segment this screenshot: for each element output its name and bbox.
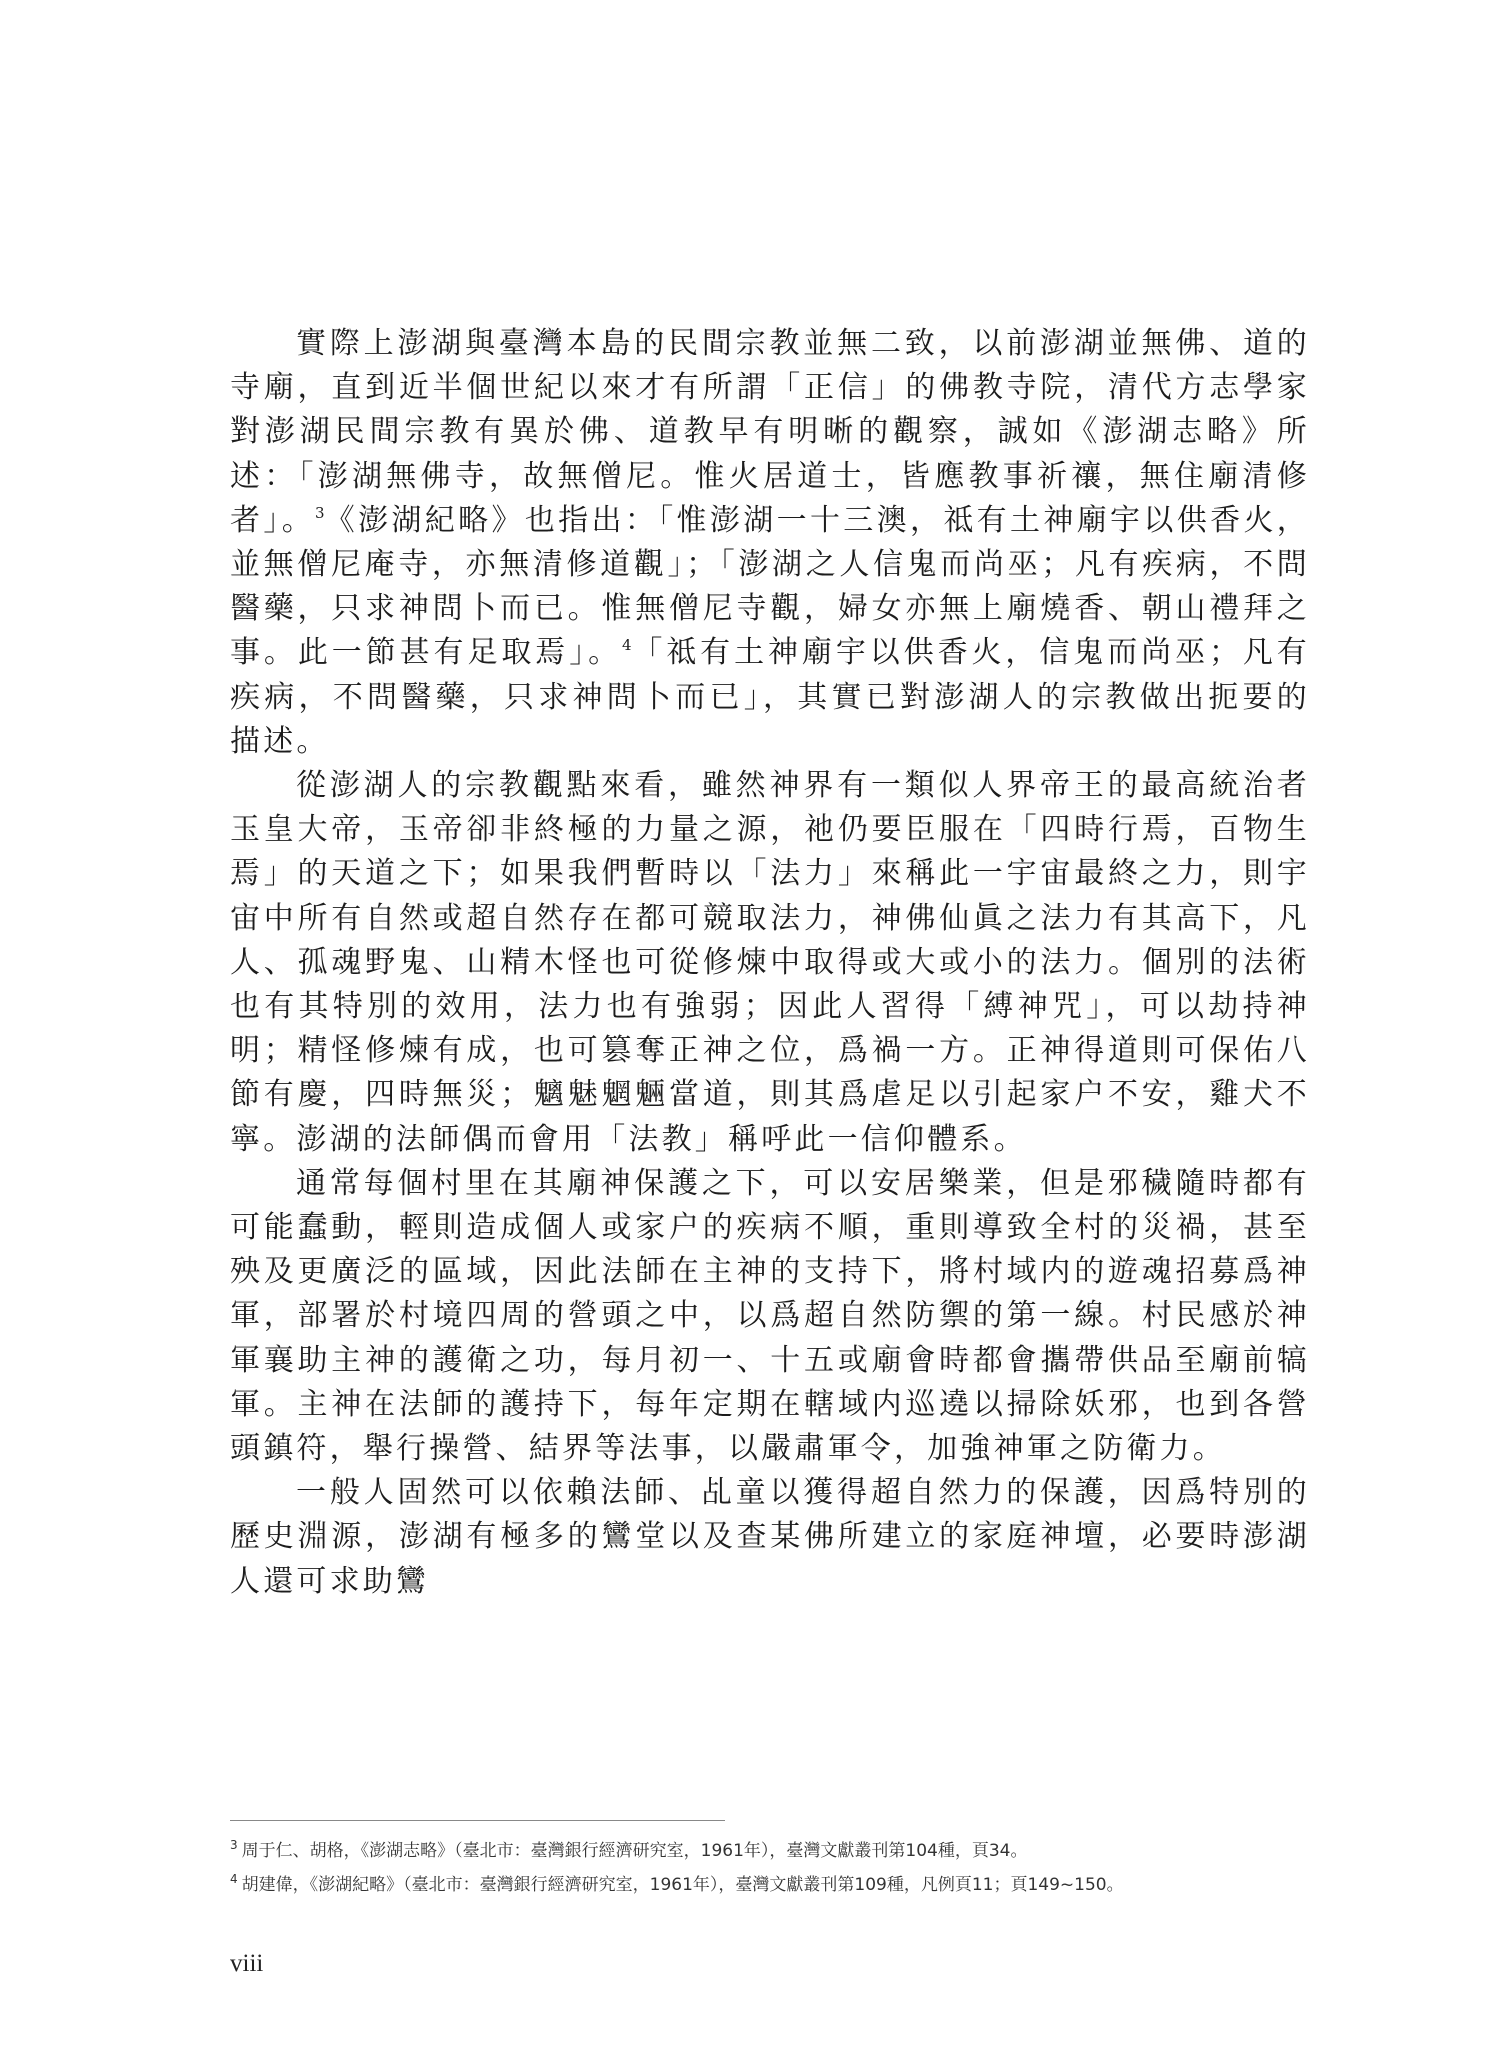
body-paragraph — [230, 764, 1310, 1162]
body-text — [230, 322, 1310, 1604]
paragraph-text: 實際上澎湖與臺灣本島的民間宗教並無二致，以前澎湖並無佛、道的寺廟，直到近半個世紀以來才有所謂「正信」的佛教寺院，清代方志學家對澎湖民間宗教有異於佛、道教早有明晰的觀察，誠如《澎湖志略》所述：「澎湖無佛寺，故無僧尼。惟火居道士，皆應教事祈禳，無住廟清修者」。 — [230, 326, 1310, 538]
page-number: viii — [230, 1950, 264, 1977]
body-paragraph — [230, 1471, 1310, 1604]
footnote-text: 周于仁、胡格，《澎湖志略》（臺北市：臺灣銀行經濟研究室，1961年），臺灣文獻叢刊第104種，頁34。 — [241, 1841, 1028, 1861]
paragraph-text: 《澎湖紀略》也指出：「惟澎湖一十三澳，祗有土神廟宇以供香火，並無僧尼庵寺，亦無清修道觀」；「澎湖之人信鬼而尚巫；凡有疾病，不問醫藥，只求神問卜而已。惟無僧尼寺觀，婦女亦無上廟燒香、朝山禮拜之事。此一節甚有足取焉」。 — [230, 502, 1310, 671]
footnote-reference: 3 — [315, 503, 325, 522]
footnotes — [230, 1836, 1310, 1904]
footnote-text: 胡建偉，《澎湖紀略》（臺北市：臺灣銀行經濟研究室，1961年），臺灣文獻叢刊第109種，凡例頁11；頁149~150。 — [241, 1875, 1124, 1895]
footnote-marker: 3 — [230, 1838, 238, 1852]
footnote-separator — [230, 1820, 725, 1821]
footnote-marker: 4 — [230, 1872, 238, 1886]
paragraph-text: 通常每個村里在其廟神保護之下，可以安居樂業，但是邪穢隨時都有可能蠢動，輕則造成個人或家户的疾病不順，重則導致全村的災禍，甚至殃及更廣泛的區域，因此法師在主神的支持下，將村域内的遊魂招募爲神軍，部署於村境四周的營頭之中，以爲超自然防禦的第一線。村民感於神軍襄助主神的護衛之功，每月初一、十五或廟會時都會攜帶供品至廟前犒軍。主神在法師的護持下，每年定期在轄域内巡遶以掃除妖邪，也到各營頭鎮符，舉行操營、結界等法事，以嚴肅軍令，加強神軍之防衛力。 — [230, 1165, 1310, 1467]
body-paragraph — [230, 1162, 1310, 1471]
footnote — [230, 1836, 1310, 1866]
paragraph-text: 從澎湖人的宗教觀點來看，雖然神界有一類似人界帝王的最高統治者玉皇大帝，玉帝卻非終極的力量之源，祂仍要臣服在「四時行焉，百物生焉」的天道之下；如果我們暫時以「法力」來稱此一宇宙最終之力，則宇宙中所有自然或超自然存在都可競取法力，神佛仙眞之法力有其高下，凡人、孤魂野鬼、山精木怪也可從修煉中取得或大或小的法力。個別的法術也有其特別的效用，法力也有強弱；因此人習得「縛神咒」，可以劫持神明；精怪修煉有成，也可篡奪正神之位，爲禍一方。正神得道則可保佑八節有慶，四時無災；魑魅魍魎當道，則其爲虐足以引起家户不安，雞犬不寧。澎湖的法師偶而會用「法教」稱呼此一信仰體系。 — [230, 768, 1310, 1157]
footnote-reference: 4 — [622, 636, 632, 655]
body-paragraph — [230, 322, 1310, 764]
footnote — [230, 1870, 1310, 1900]
paragraph-text: 「祗有土神廟宇以供香火，信鬼而尚巫；凡有疾病，不問醫藥，只求神問卜而已」，其實已對澎湖人的宗教做出扼要的描述。 — [230, 635, 1310, 759]
paragraph-text: 一般人固然可以依賴法師、乩童以獲得超自然力的保護，因爲特別的歷史淵源，澎湖有極多的鸞堂以及查某佛所建立的家庭神壇，必要時澎湖人還可求助鸞 — [230, 1475, 1310, 1599]
